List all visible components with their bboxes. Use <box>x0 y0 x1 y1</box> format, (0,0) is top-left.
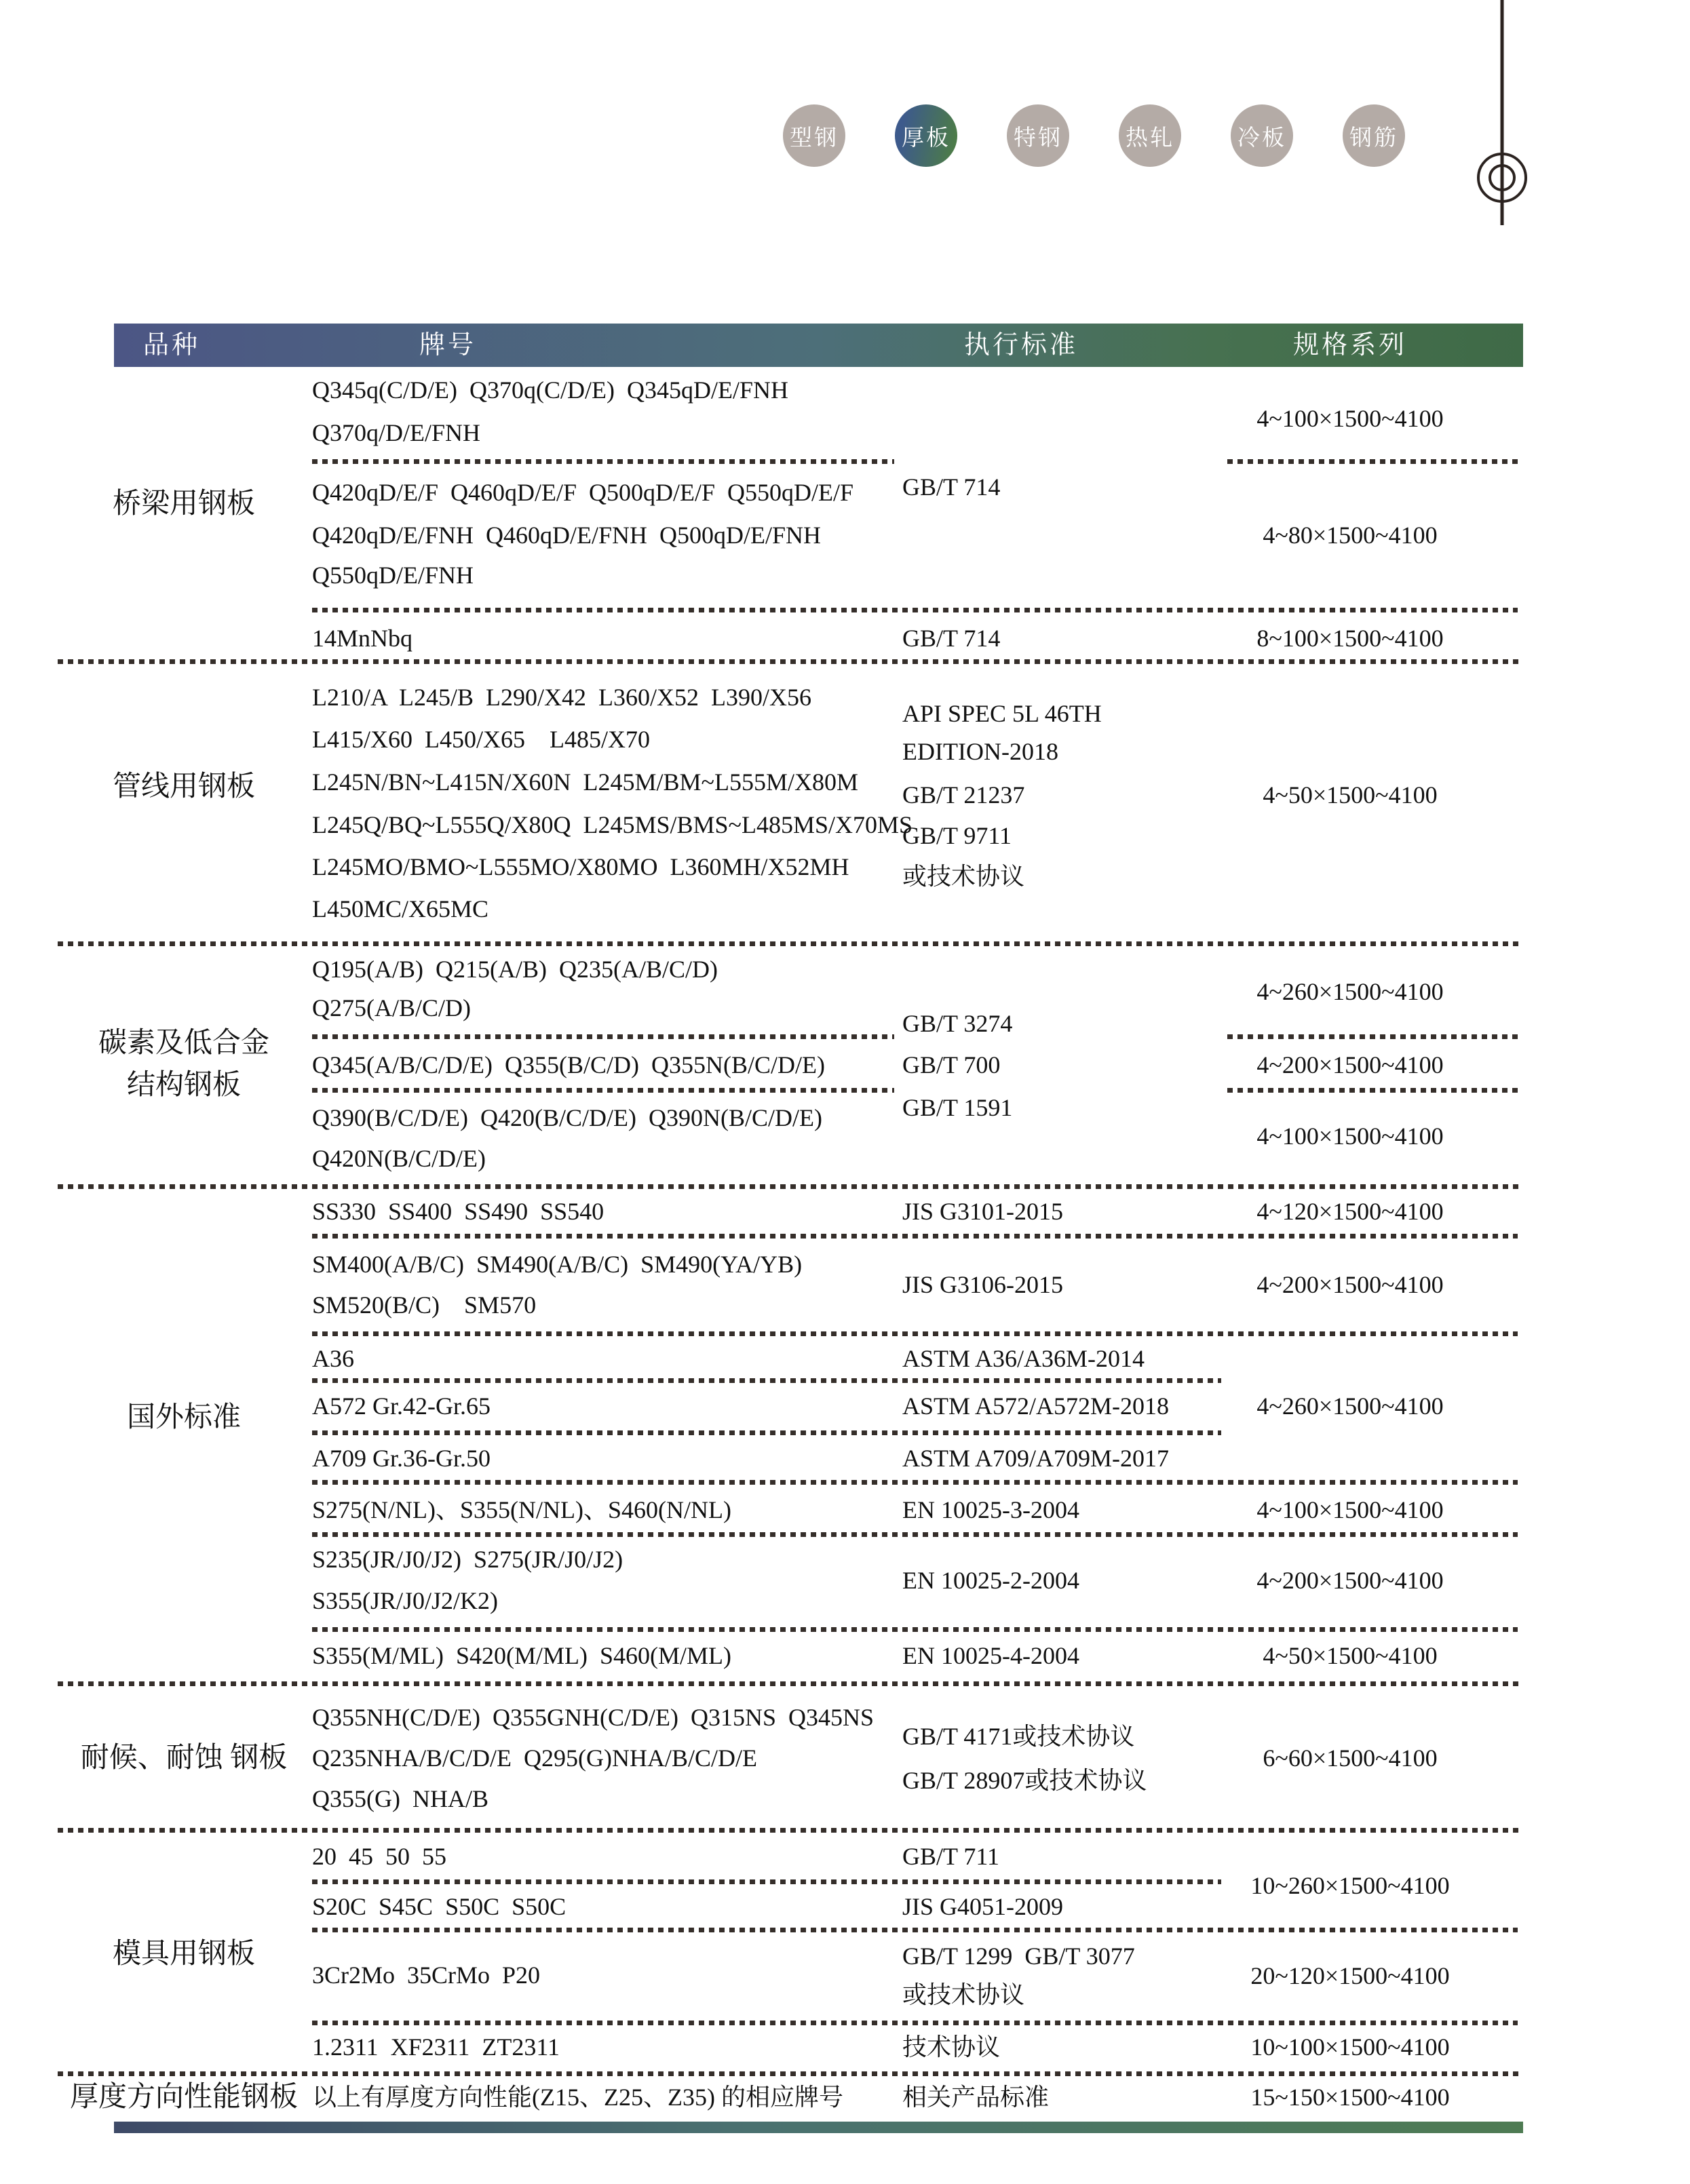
standard-cell: GB/T 714 <box>902 473 1001 501</box>
spec-cell: 4~80×1500~4100 <box>1263 522 1438 549</box>
grade-cell: SM520(B/C) SM570 <box>312 1291 537 1319</box>
dotted-separator <box>312 1879 1221 1884</box>
grade-cell: 1.2311 XF2311 ZT2311 <box>312 2033 560 2061</box>
grade-cell: S355(JR/J0/J2/K2) <box>312 1587 499 1614</box>
nav-tab-hot-rolled[interactable]: 热轧 <box>1119 104 1181 167</box>
nav-tab-heavy-plate[interactable]: 厚板 <box>895 104 957 167</box>
standard-cell: GB/T 1591 <box>902 1094 1013 1121</box>
grade-cell: Q420qD/E/F Q460qD/E/F Q500qD/E/F Q550qD/E/F <box>312 479 854 506</box>
category-label: 国外标准 <box>126 1402 241 1433</box>
section-separator <box>58 1828 1523 1833</box>
category-label: 耐候、耐蚀 钢板 <box>80 1742 288 1774</box>
dotted-separator <box>312 1331 1518 1336</box>
grade-cell: Q355(G) NHA/B <box>312 1785 488 1812</box>
section-separator <box>58 1184 1523 1189</box>
grade-cell: S355(M/ML) S420(M/ML) S460(M/ML) <box>312 1642 732 1669</box>
grade-cell: Q345(A/B/C/D/E) Q355(B/C/D) Q355N(B/C/D/E) <box>312 1051 825 1078</box>
grade-cell: Q345q(C/D/E) Q370q(C/D/E) Q345qD/E/FNH <box>312 376 788 404</box>
standard-cell: GB/T 700 <box>902 1051 1001 1078</box>
grade-cell: S235(JR/J0/J2) S275(JR/J0/J2) <box>312 1546 623 1573</box>
col-header-spec: 规格系列 <box>1292 331 1408 359</box>
standard-cell: GB/T 714 <box>902 625 1001 652</box>
spec-cell: 6~60×1500~4100 <box>1263 1744 1438 1772</box>
grade-cell: L245MO/BMO~L555MO/X80MO L360MH/X52MH <box>312 853 849 880</box>
col-header-variety: 品种 <box>142 331 201 359</box>
standard-cell: EN 10025-4-2004 <box>902 1642 1079 1669</box>
grade-cell: L245Q/BQ~L555Q/X80Q L245MS/BMS~L485MS/X70MS <box>312 811 913 838</box>
grade-cell: L210/A L245/B L290/X42 L360/X52 L390/X56 <box>312 684 811 711</box>
section-separator <box>58 659 1523 664</box>
standard-cell: ASTM A36/A36M-2014 <box>902 1345 1145 1372</box>
grade-cell: 20 45 50 55 <box>312 1843 446 1870</box>
standard-cell: GB/T 1299 GB/T 3077 <box>902 1943 1135 1970</box>
concentric-circles-icon <box>1472 0 1533 234</box>
dotted-separator <box>312 1378 1221 1383</box>
dotted-separator <box>312 1627 1518 1632</box>
spec-cell: 8~100×1500~4100 <box>1256 625 1444 652</box>
grade-cell: 14MnNbq <box>312 625 413 652</box>
grade-cell: Q550qD/E/FNH <box>312 562 474 589</box>
spec-cell: 4~260×1500~4100 <box>1256 1392 1444 1420</box>
standard-cell: GB/T 9711 <box>902 822 1012 849</box>
dotted-separator <box>312 1088 894 1093</box>
standard-cell: 或技术协议 <box>902 863 1025 890</box>
standard-cell: JIS G3106-2015 <box>902 1271 1064 1298</box>
dotted-separator <box>1227 1088 1518 1093</box>
grade-cell: L450MC/X65MC <box>312 895 489 922</box>
grade-cell: L415/X60 L450/X65 L485/X70 <box>312 726 650 753</box>
standard-cell: GB/T 3274 <box>902 1010 1013 1037</box>
spec-cell: 4~100×1500~4100 <box>1256 1123 1444 1150</box>
grade-cell: A572 Gr.42-Gr.65 <box>312 1392 491 1420</box>
nav-tab-cold-plate[interactable]: 冷板 <box>1231 104 1293 167</box>
grade-cell: Q275(A/B/C/D) <box>312 994 471 1021</box>
grade-cell: Q370q/D/E/FNH <box>312 419 481 446</box>
standard-cell: EDITION-2018 <box>902 738 1058 765</box>
category-label: 模具用钢板 <box>112 1938 255 1970</box>
standard-cell: 相关产品标准 <box>902 2084 1050 2111</box>
spec-cell: 4~200×1500~4100 <box>1256 1567 1444 1594</box>
standard-cell: EN 10025-2-2004 <box>902 1567 1079 1594</box>
grade-cell: A36 <box>312 1345 354 1372</box>
standard-cell: 技术协议 <box>902 2033 1001 2061</box>
spec-cell: 4~50×1500~4100 <box>1263 1642 1438 1669</box>
spec-cell: 4~120×1500~4100 <box>1256 1198 1444 1225</box>
grade-cell: Q420qD/E/FNH Q460qD/E/FNH Q500qD/E/FNH <box>312 522 822 549</box>
standard-cell: API SPEC 5L 46TH <box>902 700 1102 727</box>
spec-cell: 15~150×1500~4100 <box>1250 2084 1450 2111</box>
grade-cell: S275(N/NL)、S355(N/NL)、S460(N/NL) <box>312 1496 731 1523</box>
table-header <box>114 324 1523 367</box>
grade-cell: L245N/BN~L415N/X60N L245M/BM~L555M/X80M <box>312 768 858 796</box>
spec-cell: 4~200×1500~4100 <box>1256 1271 1444 1298</box>
category-label: 桥梁用钢板 <box>112 488 255 520</box>
dotted-separator <box>312 1430 1221 1435</box>
dotted-separator <box>312 2021 1518 2025</box>
grade-cell: Q195(A/B) Q215(A/B) Q235(A/B/C/D) <box>312 956 718 983</box>
bottom-accent-bar <box>114 2122 1523 2133</box>
dotted-separator <box>1227 1034 1518 1039</box>
spec-cell: 4~50×1500~4100 <box>1263 781 1438 808</box>
dotted-separator <box>312 1928 1518 1932</box>
dotted-separator <box>1227 459 1518 464</box>
grade-cell: 以上有厚度方向性能(Z15、Z25、Z35) 的相应牌号 <box>312 2084 843 2111</box>
category-label: 碳素及低合金 <box>98 1028 269 1059</box>
grade-cell: SS330 SS400 SS490 SS540 <box>312 1198 604 1225</box>
category-label: 结构钢板 <box>126 1070 241 1101</box>
standard-cell: EN 10025-3-2004 <box>902 1496 1079 1523</box>
standard-cell: GB/T 28907或技术协议 <box>902 1767 1147 1794</box>
spec-cell: 10~100×1500~4100 <box>1250 2033 1450 2061</box>
standard-cell: GB/T 4171或技术协议 <box>902 1723 1135 1750</box>
standard-cell: GB/T 21237 <box>902 781 1025 808</box>
grade-cell: 3Cr2Mo 35CrMo P20 <box>312 1962 541 1989</box>
standard-cell: JIS G4051-2009 <box>902 1893 1064 1920</box>
col-header-standard: 执行标准 <box>963 331 1079 359</box>
standard-cell: ASTM A572/A572M-2018 <box>902 1392 1170 1420</box>
nav-tab-special-steel[interactable]: 特钢 <box>1007 104 1069 167</box>
spec-cell: 4~260×1500~4100 <box>1256 978 1444 1005</box>
grade-cell: A709 Gr.36-Gr.50 <box>312 1445 491 1472</box>
standard-cell: GB/T 711 <box>902 1843 1000 1870</box>
spec-cell: 4~200×1500~4100 <box>1256 1051 1444 1078</box>
grade-cell: S20C S45C S50C S50C <box>312 1893 566 1920</box>
section-separator <box>58 1681 1523 1686</box>
spec-cell: 4~100×1500~4100 <box>1256 1496 1444 1523</box>
section-separator <box>58 2071 1523 2076</box>
nav-tab-section-steel[interactable]: 型钢 <box>783 104 845 167</box>
standard-cell: 或技术协议 <box>902 1981 1025 2008</box>
spec-cell: 10~260×1500~4100 <box>1250 1872 1450 1899</box>
grade-cell: Q420N(B/C/D/E) <box>312 1145 486 1172</box>
category-label: 管线用钢板 <box>112 771 255 802</box>
standard-cell: ASTM A709/A709M-2017 <box>902 1445 1170 1472</box>
spec-cell: 4~100×1500~4100 <box>1256 405 1444 432</box>
dotted-separator <box>312 1532 1518 1537</box>
standard-cell: JIS G3101-2015 <box>902 1198 1064 1225</box>
grade-cell: Q355NH(C/D/E) Q355GNH(C/D/E) Q315NS Q345NS <box>312 1704 874 1731</box>
dotted-separator <box>312 1234 1518 1239</box>
grade-cell: Q235NHA/B/C/D/E Q295(G)NHA/B/C/D/E <box>312 1744 757 1772</box>
spec-cell: 20~120×1500~4100 <box>1250 1962 1450 1989</box>
nav-tab-rebar[interactable]: 钢筋 <box>1343 104 1405 167</box>
dotted-separator <box>312 1034 894 1039</box>
category-label: 厚度方向性能钢板 <box>69 2082 298 2113</box>
grade-cell: Q390(B/C/D/E) Q420(B/C/D/E) Q390N(B/C/D/E) <box>312 1104 822 1131</box>
dotted-separator <box>312 1480 1518 1485</box>
dotted-separator <box>312 608 1518 612</box>
section-separator <box>58 941 1523 946</box>
dotted-separator <box>312 459 894 464</box>
col-header-grade: 牌号 <box>419 331 477 359</box>
grade-cell: SM400(A/B/C) SM490(A/B/C) SM490(YA/YB) <box>312 1251 803 1278</box>
